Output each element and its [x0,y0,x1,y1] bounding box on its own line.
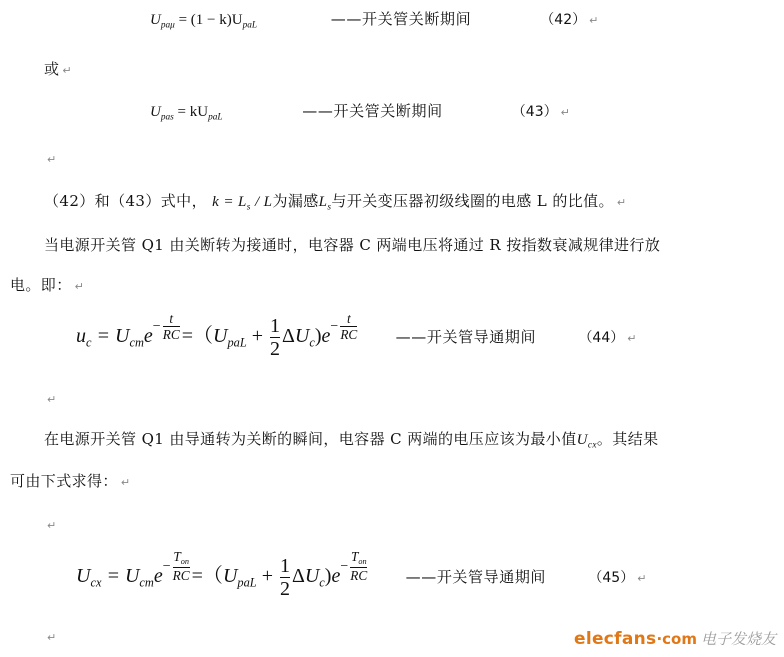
empty-line: ↵ [47,631,57,644]
paragraph-minimum-line2: 可由下式求得： ↵ [10,472,131,490]
empty-line: ↵ [47,519,57,532]
equation-44: $u_c = U_{cm}e$ − $\frac{t}{RC}$ $=(U_{paL}$ + $\frac{1}{2}$ $\Delta U_c)e$ − $\frac{t}{RC}$ ——开关管导通期间 （44） ↵ [76,310,637,360]
paragraph-minimum-line1: 在电源开关管 Q1 由导通转为关断的瞬间，电容器 C 两端的电压应该为最小值$U_{cx}$。其结果 [44,430,659,451]
equation-42: $U_{pa\mu} = (1 - k)U_{paL}$ ——开关管关断期间 （42） ↵ [150,10,599,31]
paragraph-discharge-line2: 电。即： ↵ [10,276,85,294]
equation-45: $U_{cx} = U_{cm}e$ − $\frac{T_{on}}{RC}$ $=(U_{paL}$ + $\frac{1}{2}$ $\Delta U_c)e$ − $\frac{T_{on}}{RC}$ ——开关管导通期间 （45） ↵ [76,549,647,600]
equation-43: $U_{pas} = kU_{paL}$ ——开关管关断期间 （43） ↵ [150,102,570,123]
empty-line: ↵ [47,393,57,406]
or-text: 或 ↵ [44,60,73,78]
paragraph-ratio: （42）和（43）式中， $k = L_s / L$为漏感$L_s$与开关变压器初级线圈的电感 L 的比值。 ↵ [44,192,627,213]
empty-line: ↵ [47,153,57,166]
watermark-logo: elecfans·com 电子发烧友 [574,629,776,649]
paragraph-discharge-line1: 当电源开关管 Q1 由关断转为接通时，电容器 C 两端电压将通过 R 按指数衰减规律进行放 [44,236,661,254]
